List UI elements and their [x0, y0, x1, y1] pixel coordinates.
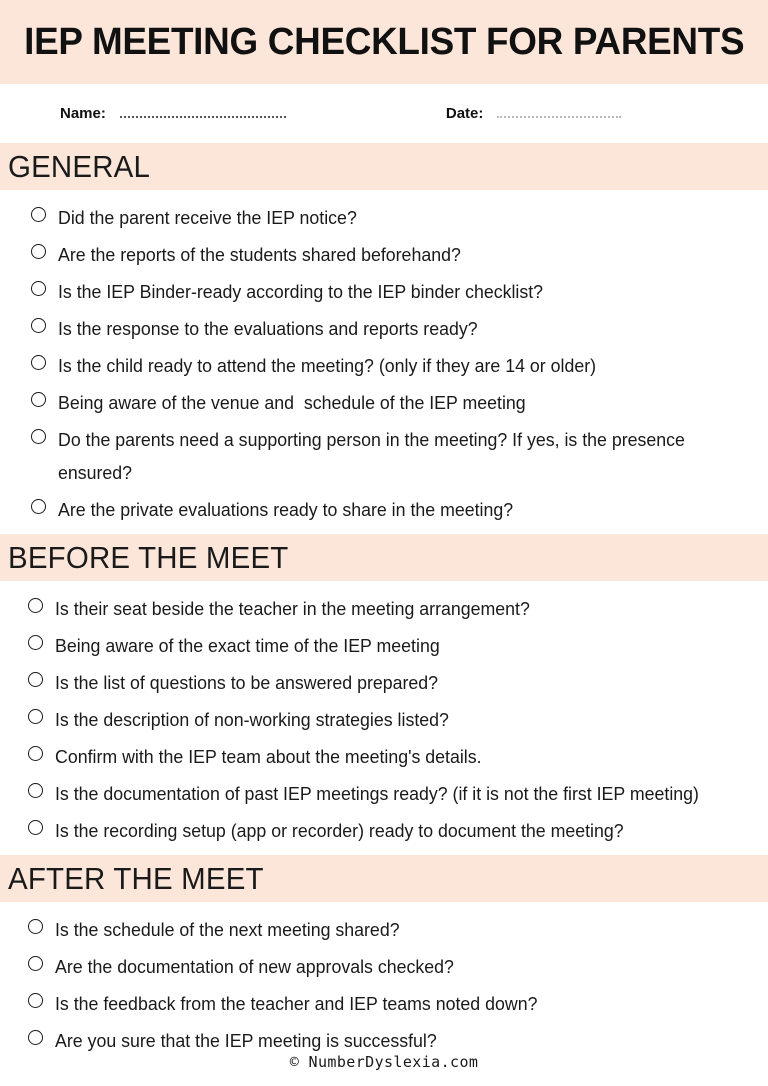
footer-copyright: © NumberDyslexia.com: [289, 1053, 479, 1071]
section-header-general: [0, 143, 768, 190]
checkbox-circle-icon[interactable]: [31, 207, 46, 222]
checkbox-circle-icon[interactable]: [31, 318, 46, 333]
section-title: GENERAL: [8, 148, 151, 184]
list-item-label: Is the description of non-working strategies listed?: [55, 709, 449, 730]
list-item[interactable]: [0, 273, 768, 310]
name-input[interactable]: [120, 115, 286, 118]
list-item-label: Is the response to the evaluations and reports ready?: [58, 318, 478, 339]
section-header-before: [0, 534, 768, 581]
list-item[interactable]: [0, 985, 768, 1022]
document-header: [0, 0, 768, 84]
section-title: BEFORE THE MEET: [8, 539, 289, 575]
list-item-label: Is the feedback from the teacher and IEP teams noted down?: [55, 993, 538, 1014]
checkbox-circle-icon[interactable]: [28, 956, 43, 971]
checklist-before: [0, 581, 768, 855]
checkbox-circle-icon[interactable]: [28, 783, 43, 798]
checkbox-circle-icon[interactable]: [28, 635, 43, 650]
date-label: Date:: [445, 105, 484, 122]
checkbox-circle-icon[interactable]: [31, 244, 46, 259]
list-item[interactable]: [0, 812, 768, 849]
date-input[interactable]: [497, 115, 621, 118]
checkbox-circle-icon[interactable]: [28, 709, 43, 724]
list-item[interactable]: [0, 199, 768, 236]
list-item-label: Confirm with the IEP team about the meeting's details.: [55, 746, 482, 767]
list-item-label: Are you sure that the IEP meeting is successful?: [55, 1030, 437, 1051]
date-field: [446, 105, 622, 122]
list-item-label: Is their seat beside the teacher in the meeting arrangement?: [55, 598, 530, 619]
checklist-general: [0, 190, 768, 534]
list-item-label: Are the reports of the students shared beforehand?: [58, 244, 461, 265]
list-item-label: Did the parent receive the IEP notice?: [58, 207, 357, 228]
checkbox-circle-icon[interactable]: [28, 993, 43, 1008]
list-item-label: Are the documentation of new approvals checked?: [55, 956, 454, 977]
list-item[interactable]: [0, 911, 768, 948]
list-item[interactable]: [0, 775, 768, 812]
list-item[interactable]: [0, 948, 768, 985]
list-item[interactable]: [0, 590, 768, 627]
list-item[interactable]: [0, 421, 768, 491]
list-item-label: Being aware of the exact time of the IEP meeting: [55, 635, 440, 656]
list-item[interactable]: [0, 664, 768, 701]
name-field: [60, 105, 286, 122]
list-item[interactable]: [0, 491, 768, 528]
checkbox-circle-icon[interactable]: [31, 392, 46, 407]
list-item[interactable]: [0, 236, 768, 273]
meta-row: [0, 84, 768, 143]
checkbox-circle-icon[interactable]: [28, 672, 43, 687]
list-item[interactable]: [0, 627, 768, 664]
list-item-label: Being aware of the venue and schedule of the IEP meeting: [58, 392, 526, 413]
checkbox-circle-icon[interactable]: [31, 281, 46, 296]
page-title: IEP MEETING CHECKLIST FOR PARENTS: [23, 20, 745, 63]
list-item[interactable]: [0, 310, 768, 347]
checkbox-circle-icon[interactable]: [28, 919, 43, 934]
list-item-label: Is the list of questions to be answered prepared?: [55, 672, 439, 693]
list-item[interactable]: [0, 347, 768, 384]
checkbox-circle-icon[interactable]: [31, 355, 46, 370]
list-item-label: Is the recording setup (app or recorder) ready to document the meeting?: [55, 820, 624, 841]
section-header-after: [0, 855, 768, 902]
name-label: Name:: [60, 105, 106, 122]
list-item[interactable]: [0, 701, 768, 738]
checkbox-circle-icon[interactable]: [28, 820, 43, 835]
list-item-label: Is the schedule of the next meeting shared?: [55, 919, 400, 940]
checkbox-circle-icon[interactable]: [31, 499, 46, 514]
list-item-label: Do the parents need a supporting person in the meeting? If yes, is the presence ensured?: [58, 429, 690, 483]
list-item[interactable]: [0, 384, 768, 421]
checkbox-circle-icon[interactable]: [28, 598, 43, 613]
checkbox-circle-icon[interactable]: [31, 429, 46, 444]
list-item-label: Is the IEP Binder-ready according to the IEP binder checklist?: [58, 281, 544, 302]
checklist-after: [0, 902, 768, 1065]
checkbox-circle-icon[interactable]: [28, 1030, 43, 1045]
section-title: AFTER THE MEET: [8, 860, 264, 896]
list-item-label: Are the private evaluations ready to share in the meeting?: [58, 499, 514, 520]
checkbox-circle-icon[interactable]: [28, 746, 43, 761]
list-item-label: Is the documentation of past IEP meetings ready? (if it is not the first IEP meeting): [55, 783, 699, 804]
list-item-label: Is the child ready to attend the meeting? (only if they are 14 or older): [58, 355, 597, 376]
footer: [0, 1053, 768, 1072]
list-item[interactable]: [0, 738, 768, 775]
